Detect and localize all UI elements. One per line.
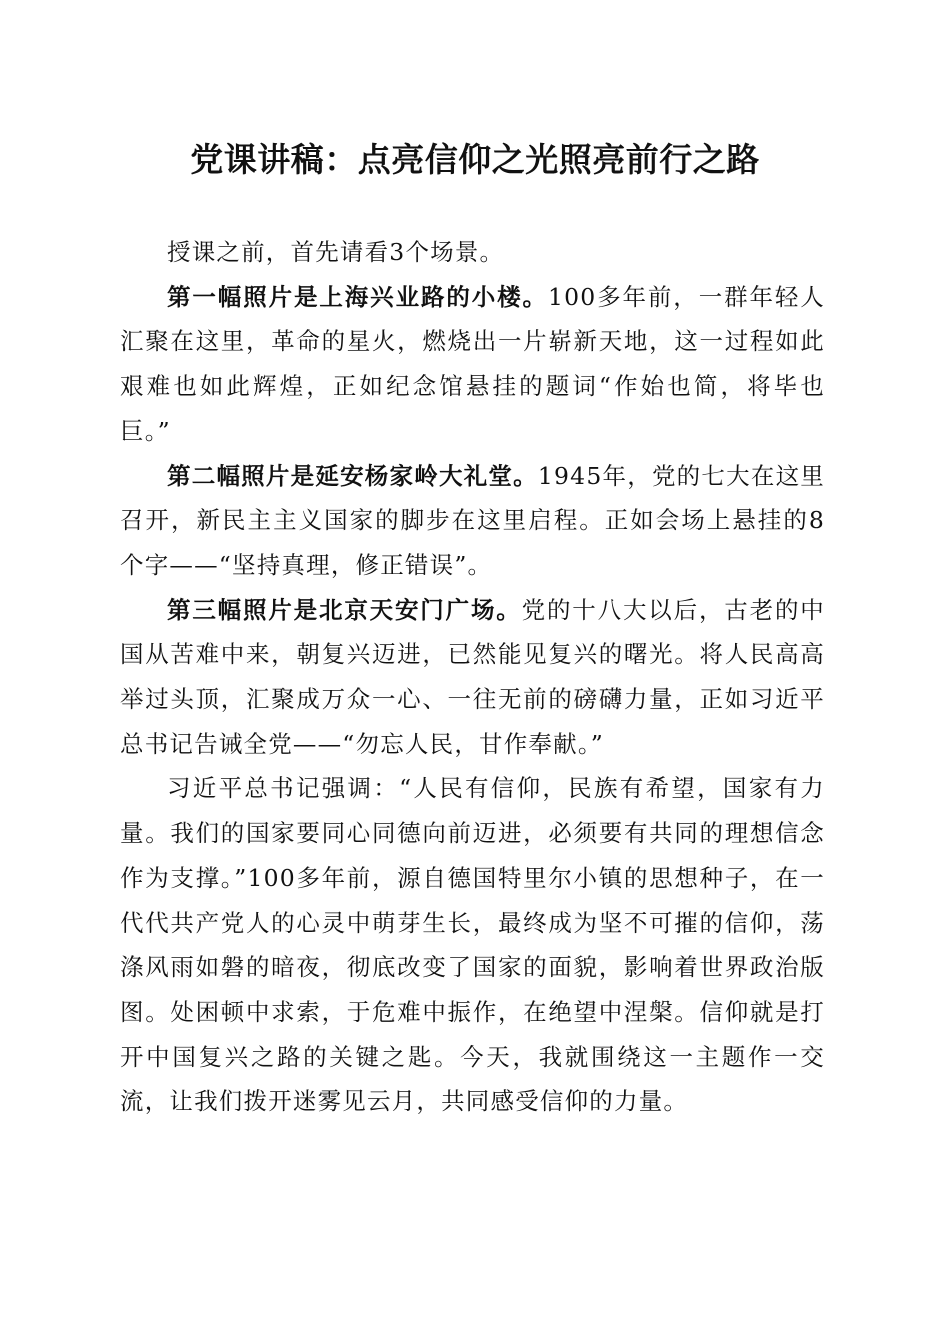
paragraph-text: 授课之前，首先请看3个场景。 (167, 238, 505, 266)
paragraph-text: 1945年，党的七大在这里召开，新民主主义国家的脚步在这里启程。正如会场上悬挂的8个字——“坚持真理，修正错误”。 (120, 461, 826, 579)
paragraph-text: 100多年前，一群年轻人汇聚在这里，革命的星火，燃烧出一片崭新天地，这一过程如此艰难也如此辉煌，正如纪念馆悬挂的题词“作始也简，将毕也巨。” (120, 282, 825, 445)
paragraph-lead: 第二幅照片是延安杨家岭大礼堂。 (167, 461, 538, 490)
paragraph-scene-2 (120, 454, 825, 588)
paragraph-intro (120, 230, 825, 275)
paragraph-lead: 第三幅照片是北京天安门广场。 (167, 595, 522, 624)
paragraph-text: 习近平总书记强调：“人民有信仰，民族有希望，国家有力量。我们的国家要同心同德向前迈进，必须要有共同的理想信念作为支撑。”100多年前，源自德国特里尔小镇的思想种子，在一代代共产党人的心灵中萌芽生长，最终成为坚不可摧的信仰，荡涤风雨如磐的暗夜，彻底改变了国家的面貌，影响着世界政治版图。处困顿中求索，于危难中振作，在绝望中涅槃。信仰就是打开中国复兴之路的关键之匙。今天，我就围绕这一主题作一交流，让我们拨开迷雾见云月，共同感受信仰的力量。 (120, 774, 825, 1116)
paragraph-text: 党的十八大以后，古老的中国从苦难中来，朝复兴迈进，已然能见复兴的曙光。将人民高高举过头顶，汇聚成万众一心、一往无前的磅礴力量，正如习近平总书记告诫全党——“勿忘人民，甘作奉献。” (120, 595, 825, 758)
paragraph-theme (120, 766, 825, 1124)
paragraph-scene-1 (120, 275, 825, 454)
document-body (120, 230, 825, 1124)
paragraph-lead: 第一幅照片是上海兴业路的小楼。 (167, 282, 548, 311)
paragraph-scene-3 (120, 588, 825, 767)
document-title: 党课讲稿：点亮信仰之光照亮前行之路 (190, 140, 760, 179)
